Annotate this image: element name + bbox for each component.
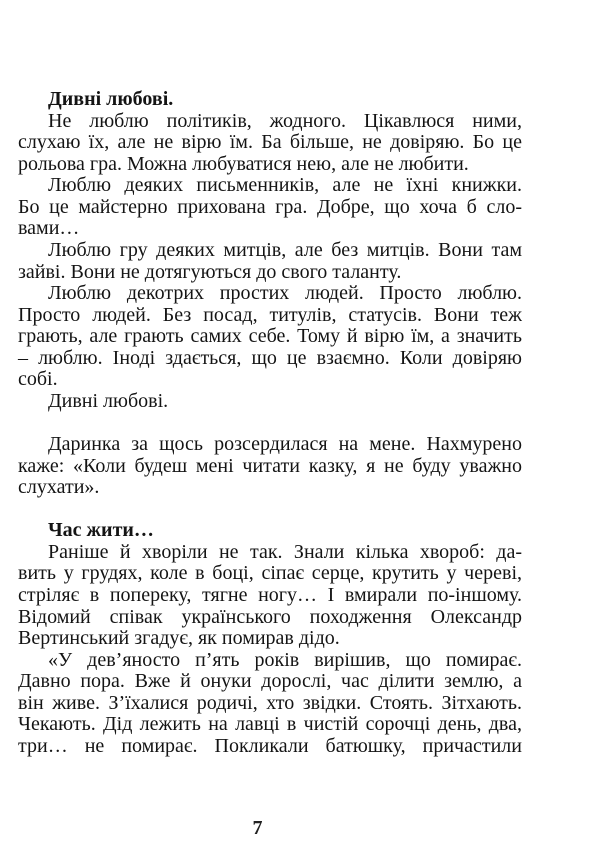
text-line: Раніше й хворіли не так. Знали кілька хвороб: да- — [48, 540, 522, 563]
text-line: Люблю гру деяких митців, але без митців. Вони там — [48, 238, 522, 261]
text-line: Люблю деяких письменників, але не їхні книжки. — [48, 174, 522, 197]
text-line: Просто людей. Без посад, титулів, статусів. Вони теж — [18, 303, 522, 326]
text-line: Не люблю політиків, жодного. Цікавлюся ними, — [48, 109, 522, 132]
page-text — [18, 89, 522, 757]
text-line: «У дев’яносто п’ять років вирішив, що помирає. — [48, 648, 522, 671]
text-line: собі. — [18, 368, 58, 391]
text-line: стріляє в попереку, тягне ногу… І вмирали по-іншому. — [18, 583, 522, 606]
text-line: Давно пора. Вже й онуки дорослі, час ділити землю, а — [18, 670, 522, 693]
text-line: каже: «Коли будеш мені читати казку, я не буду уважно — [18, 454, 522, 477]
paragraph-gap — [18, 499, 522, 521]
text-line: вами… — [18, 217, 80, 240]
text-line: Вертинський згадує, як помирав дідо. — [18, 627, 340, 650]
text-line: вить у грудях, коле в боці, сіпає серце, крутить у череві, — [18, 562, 522, 585]
text-line: Чекають. Дід лежить на лавці в чистій сорочці день, два, — [18, 713, 522, 736]
text-line: Люблю декотрих простих людей. Просто люблю. — [48, 282, 522, 305]
text-line: Бо це майстерно прихована гра. Добре, що хоча б сло- — [18, 195, 522, 218]
page-number: 7 — [252, 817, 263, 839]
text-line: три… не помирає. Покликали батюшку, причастили — [18, 734, 522, 757]
text-line: грають, але грають самих себе. Тому й вірю їм, а значить — [18, 325, 522, 348]
text-line: Дивні любові. — [48, 389, 169, 412]
paragraph-gap — [18, 412, 522, 434]
text-line: слухати». — [18, 476, 100, 499]
text-line: Даринка за щось розсердилася на мене. Нахмурено — [48, 433, 522, 455]
text-line: він живе. З’їхалися родичі, хто звідки. Стоять. Зітхають. — [18, 691, 522, 714]
text-line: зайві. Вони не дотягуються до свого таланту. — [18, 260, 402, 283]
text-line: рольова гра. Можна любуватися нею, але не любити. — [18, 152, 469, 175]
text-line: – люблю. Іноді здається, що це взаємно. Коли довіряю — [18, 346, 522, 369]
text-line: Відомий співак українського походження Олександр — [18, 605, 522, 628]
section-title-time-to-live: Час жити… — [48, 519, 154, 542]
section-title-strange-loves: Дивні любові. — [48, 88, 174, 110]
text-line: слухаю їх, але не вірю їм. Ба більше, не довіряю. Бо це — [18, 131, 522, 154]
